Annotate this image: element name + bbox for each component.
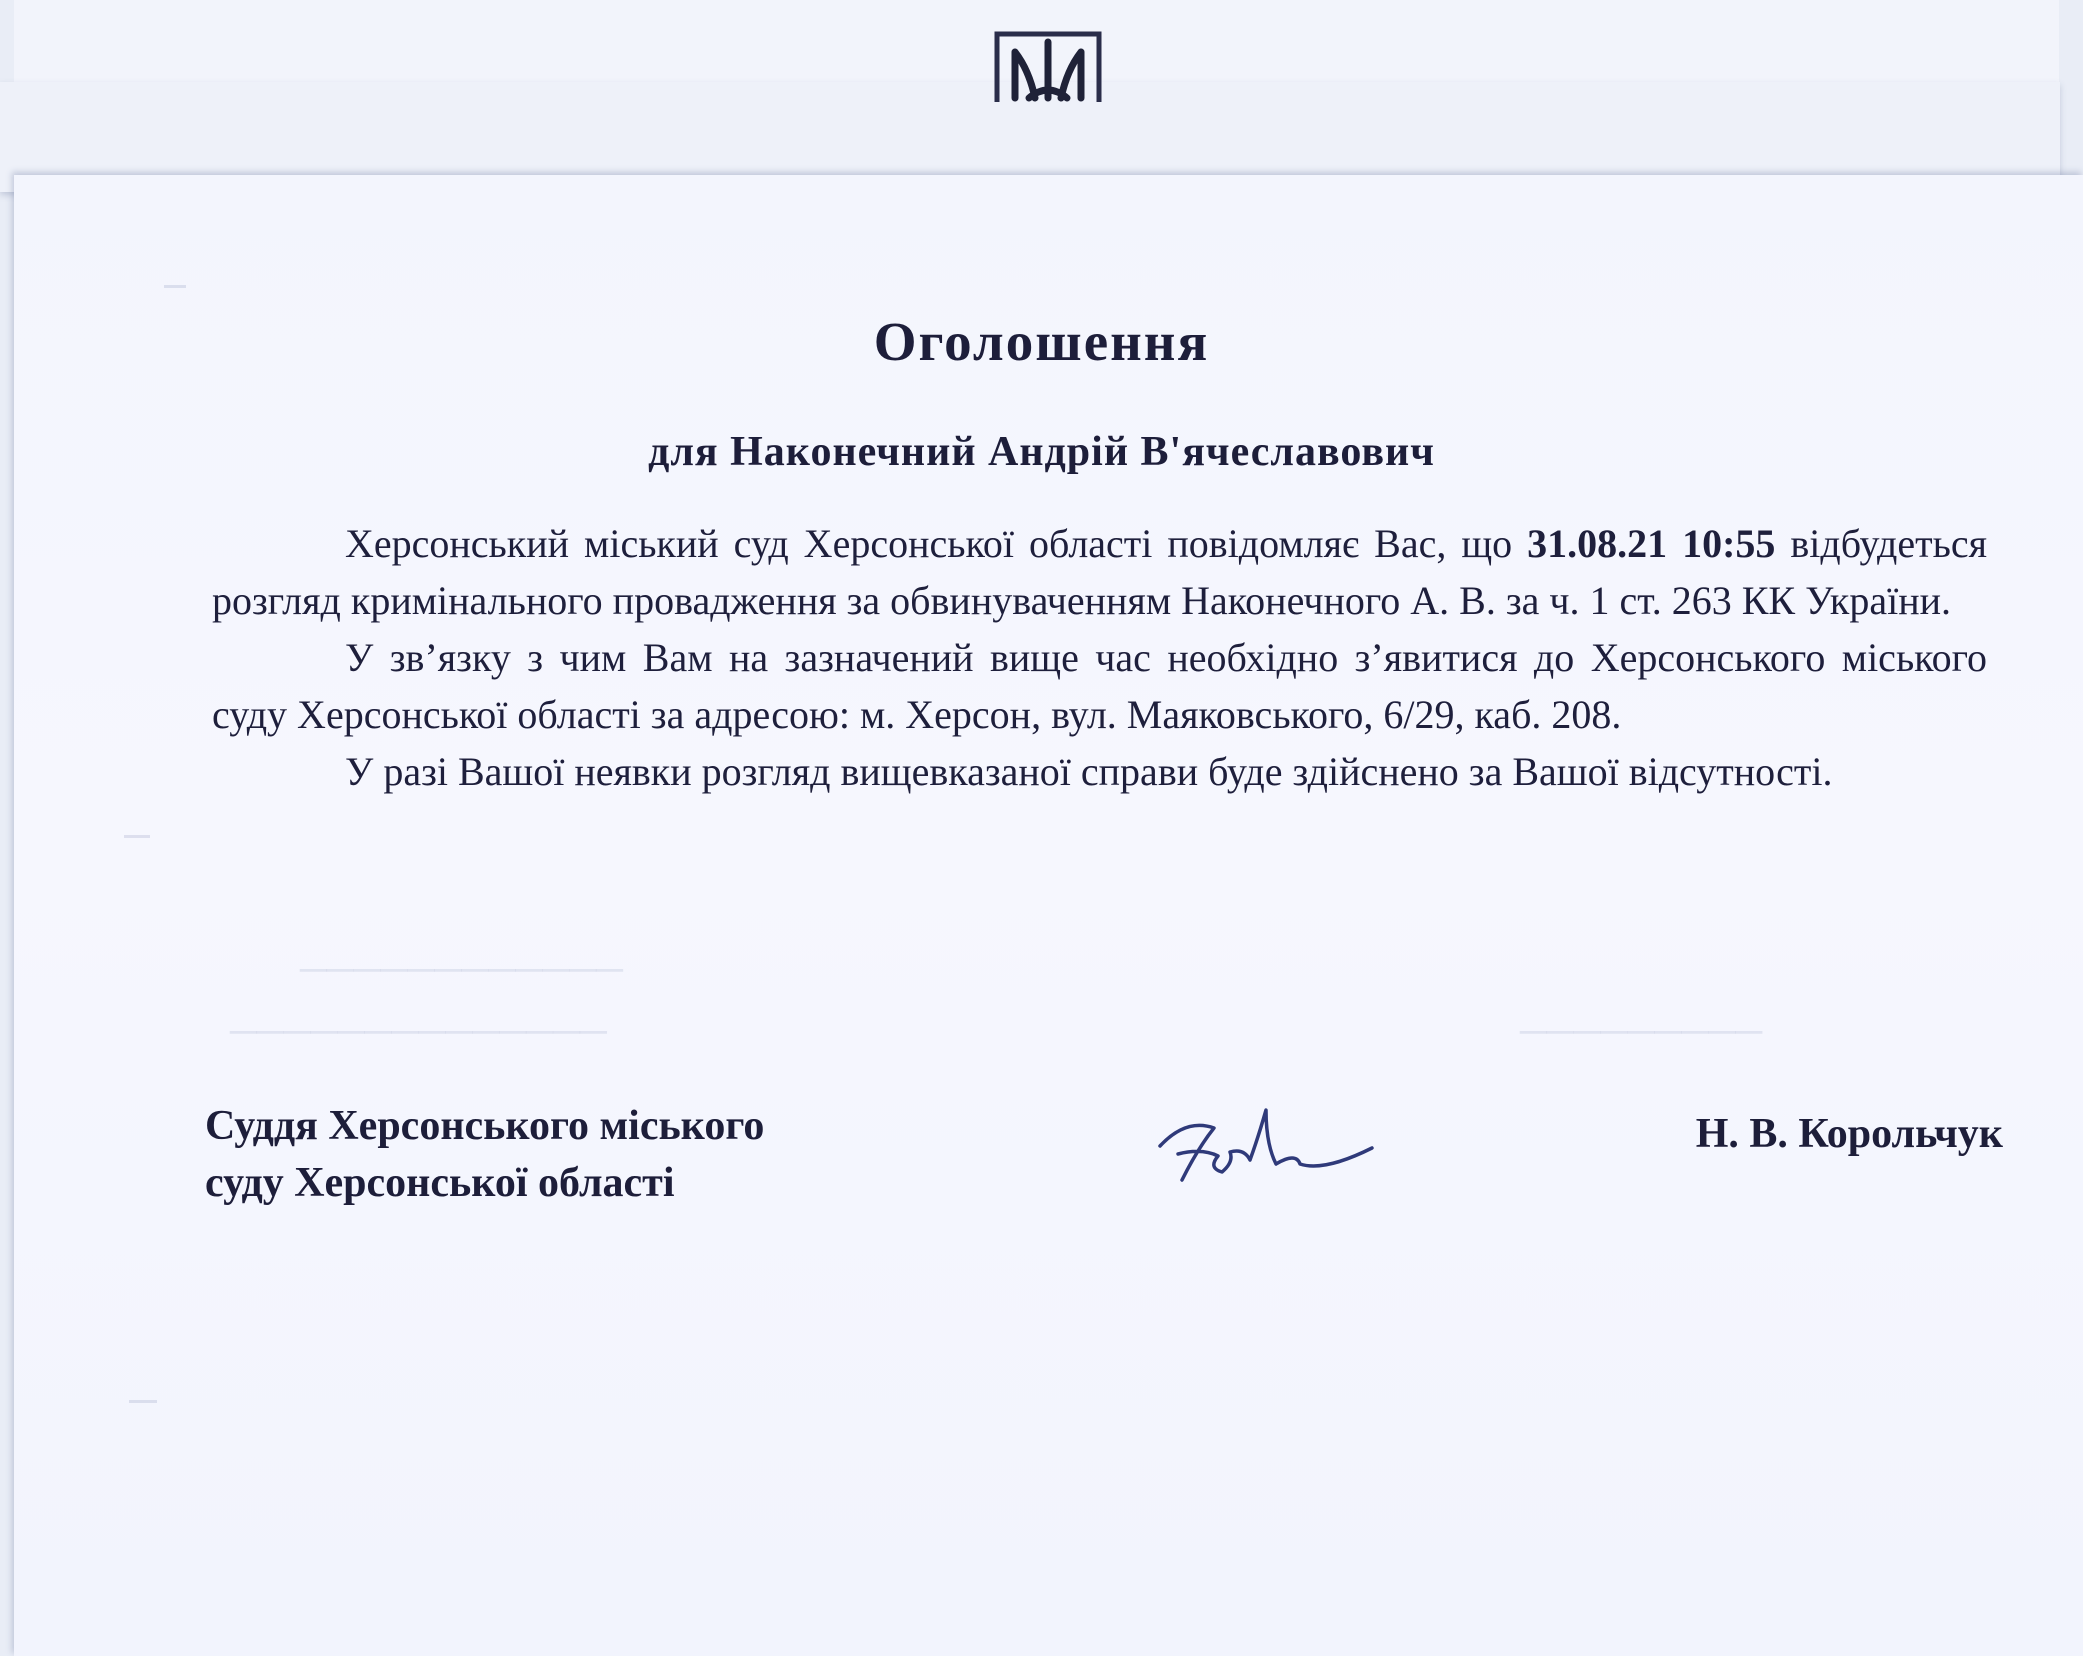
paper-speck xyxy=(124,835,150,838)
notice-title: Оголошення xyxy=(873,311,1210,372)
show-through-text: ───────── xyxy=(1520,1011,1763,1053)
paper-speck xyxy=(129,1400,157,1403)
show-through-text: ────────────── xyxy=(230,1011,607,1053)
paragraph-hearing-rest: відбудеться розгляд кримінального провадження за обвинуваченням Наконечного А. В. за ч. 1 ст. 263 КК України. xyxy=(212,521,1988,623)
hearing-datetime: 31.08.21 10:55 xyxy=(1527,521,1776,566)
handwritten-signature-icon xyxy=(1148,1098,1378,1190)
trident-emblem-icon xyxy=(993,30,1103,102)
notice-body xyxy=(212,515,1987,800)
paragraph-hearing-lead: Херсонський міський суд Херсонської області повідомляє Вас, що xyxy=(345,521,1528,566)
paper-speck xyxy=(164,285,186,288)
signer-position-line1: Суддя Херсонського міського xyxy=(205,1103,765,1149)
notice-addressee: для Наконечний Андрій В'ячеславович xyxy=(648,429,1435,475)
show-through-text: ──────────── xyxy=(300,949,624,991)
paragraph-absence: У разі Вашої неявки розгляд вищевказаної справи буде здійснено за Вашої відсутності. xyxy=(345,749,1833,794)
signer-position xyxy=(205,1098,764,1212)
paragraph-hearing xyxy=(212,515,1987,629)
signer-name: Н. В. Корольчук xyxy=(1695,1111,2003,1157)
signer-position-line2: суду Херсонської області xyxy=(205,1160,675,1206)
paragraph-address: У зв’язку з чим Вам на зазначений вище час необхідно з’явитися до Херсонського міського суду Херсонської області за адресою: м. Херсон, вул. Маяковського, 6/29, каб. 208. xyxy=(212,635,1987,737)
notice-sheet xyxy=(14,175,2083,1656)
